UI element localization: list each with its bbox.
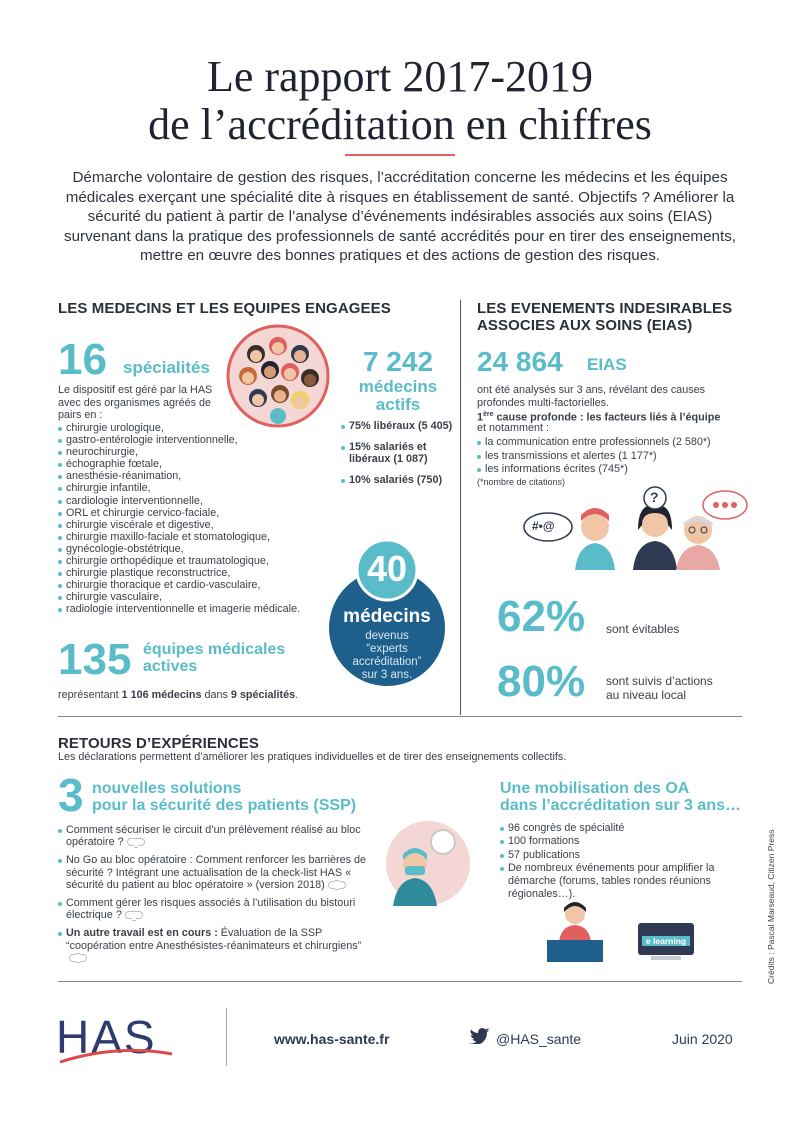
intro-paragraph: Démarche volontaire de gestion des risques, l’accréditation concerne les médecins et les équipes médicales exerçant une spécialité dite à risques en établissement de santé. Objectifs ? Améliorer la sécurité du patient à partir de l’analyse d’événements indésirables associés aux soins (EIAS) survenant dans la pratique des professionnels de santé accrédités pour en tirer des enseignements, mettre en œuvre des bonnes pratiques et des actions de gestion des risques. [63, 169, 737, 264]
twitter-handle[interactable]: @HAS_sante [496, 1031, 582, 1047]
list-item: 96 congrès de spécialité [500, 822, 740, 835]
evitables-percent: 62% [497, 592, 586, 641]
specialties-list [58, 422, 328, 616]
solutions-number: 3 [58, 769, 84, 821]
list-item: radiologie interventionnelle et imagerie médicale. [58, 603, 328, 615]
causes-list [477, 436, 747, 477]
experts-badge [328, 538, 446, 688]
twitter-icon[interactable] [470, 1028, 490, 1044]
medecins-label: médecins [358, 377, 438, 396]
eias-text: ont été analysés sur 3 ans, révélant des causes profondes multi-factorielles. [477, 384, 706, 409]
link-icon[interactable] [328, 881, 346, 889]
suivis-label: sont suivis d’actions au niveau local [606, 674, 713, 702]
question-mark: ? [650, 489, 659, 505]
evitables-label: sont évitables [606, 622, 680, 636]
list-item: ORL et chirurgie cervico-faciale, [58, 507, 328, 519]
equipes-number: 135 [58, 635, 132, 684]
list-item: chirurgie urologique, [58, 422, 328, 434]
specialites-number: 16 [58, 335, 107, 384]
list-item: chirurgie thoracique et cardio-vasculaire, [58, 579, 328, 591]
list-item: No Go au bloc opératoire : Comment renforcer les barrières de sécurité ? Intégrant une actualisation de la check-list HAS « sécurité du patient au bloc opératoire » (version 2018) [58, 854, 378, 891]
footnote: (*nombre de citations) [477, 477, 566, 487]
retours-subtext: Les déclarations permettent d’améliorer les pratiques individuelles et de tirer des enseignements collectifs. [58, 751, 567, 763]
solutions-list [58, 824, 378, 964]
list-item: De nombreux événements pour amplifier la démarche (forums, tables rondes réunions régionales…). [500, 862, 740, 902]
list-item: cardiologie interventionnelle, [58, 495, 328, 507]
suivis-percent: 80% [497, 657, 586, 706]
equipes-text: représentant 1 106 médecins dans 9 spécialités. [58, 689, 299, 701]
section-separator [58, 716, 742, 717]
list-item: les transmissions et alertes (1 177*) [477, 450, 747, 464]
bubble-text: #•@ [532, 519, 555, 533]
notamment-text: et notamment : [477, 422, 550, 434]
speaker-illustration [545, 898, 605, 964]
cause-text: 1ère cause profonde : les facteurs liés à l’équipe [477, 411, 721, 424]
list-item: chirurgie infantile, [58, 482, 328, 494]
elearning-label: e learning [645, 936, 687, 946]
experts-sub: devenus “experts accréditation” sur 3 ans. [352, 630, 422, 681]
list-item: les informations écrites (745*) [477, 463, 747, 477]
equipes-label: équipes médicales actives [143, 641, 286, 675]
publication-date: Juin 2020 [672, 1031, 733, 1047]
medecins-stats-list [341, 420, 453, 486]
footer-divider [226, 1008, 227, 1066]
website-link[interactable]: www.has-sante.fr [274, 1031, 390, 1047]
list-item: Comment gérer les risques associés à l’utilisation du bistouri électrique ? [58, 897, 378, 921]
section-divider [460, 300, 461, 715]
has-logo[interactable] [56, 1010, 176, 1066]
list-item: chirurgie vasculaire, [58, 591, 328, 603]
list-item: chirurgie viscérale et digestive, [58, 519, 328, 531]
list-item: la communication entre professionnels (2 580*) [477, 436, 747, 450]
left-section-heading: LES MEDECINS ET LES EQUIPES ENGAGEES [58, 300, 391, 317]
credits: Crédits : Pascal Marseaud, Citizen Press [766, 829, 776, 984]
experts-number: 40 [366, 548, 408, 589]
list-item: chirurgie plastique reconstructrice, [58, 567, 328, 579]
specialites-label: spécialités [123, 358, 210, 377]
link-icon[interactable] [69, 954, 87, 962]
retours-heading: RETOURS D’EXPÉRIENCES [58, 735, 260, 752]
list-item: Un autre travail est en cours : Évaluation de la SSP “coopération entre Anesthésistes-réanimateurs et chirurgiens” [58, 927, 378, 964]
list-item: 75% libéraux (5 405) [341, 420, 453, 433]
link-icon[interactable] [127, 838, 145, 846]
footer-separator [58, 981, 742, 982]
page-title-line2: de l’accréditation en chiffres [148, 100, 652, 149]
list-item: Comment sécuriser le circuit d’un prélèvement réalisé au bloc opératoire ? [58, 824, 378, 848]
medecins-number: 7 242 [362, 346, 434, 377]
dispositif-text: Le dispositif est géré par la HAS avec des organismes agréés de pairs en : [58, 384, 213, 422]
title-underline [345, 154, 455, 156]
list-item: anesthésie-réanimation, [58, 470, 328, 482]
eias-number: 24 864 [477, 346, 563, 377]
list-item: chirurgie orthopédique et traumatologique, [58, 555, 328, 567]
has-logo-text: HAS [56, 1011, 157, 1063]
link-icon[interactable] [125, 911, 143, 919]
list-item: gastro-entérologie interventionnelle, [58, 434, 328, 446]
list-item: échographie fœtale, [58, 458, 328, 470]
experts-label: médecins [343, 606, 431, 627]
page-title-line1: Le rapport 2017-2019 [206, 52, 594, 101]
list-item: chirurgie maxillo-faciale et stomatologique, [58, 531, 328, 543]
list-item: 15% salariés et libéraux (1 087) [341, 441, 453, 466]
list-item: 100 formations [500, 835, 740, 848]
elearning-screen-icon [637, 922, 695, 962]
oa-title: Une mobilisation des OA dans l’accréditation sur 3 ans… [500, 780, 741, 814]
doctors-crowd-illustration [226, 324, 330, 428]
solutions-title: nouvelles solutions pour la sécurité des patients (SSP) [92, 780, 357, 814]
list-item: neurochirurgie, [58, 446, 328, 458]
surgeon-illustration [385, 820, 471, 906]
list-item: 10% salariés (750) [341, 474, 453, 487]
list-item: 57 publications [500, 849, 740, 862]
communication-illustration [520, 485, 750, 570]
list-item: gynécologie-obstétrique, [58, 543, 328, 555]
right-section-heading: LES EVENEMENTS INDESIRABLES ASSOCIES AUX SOINS (EIAS) [477, 300, 733, 334]
eias-label: EIAS [587, 355, 627, 374]
medecins-label-2: actifs [375, 395, 421, 414]
oa-list [500, 822, 740, 902]
